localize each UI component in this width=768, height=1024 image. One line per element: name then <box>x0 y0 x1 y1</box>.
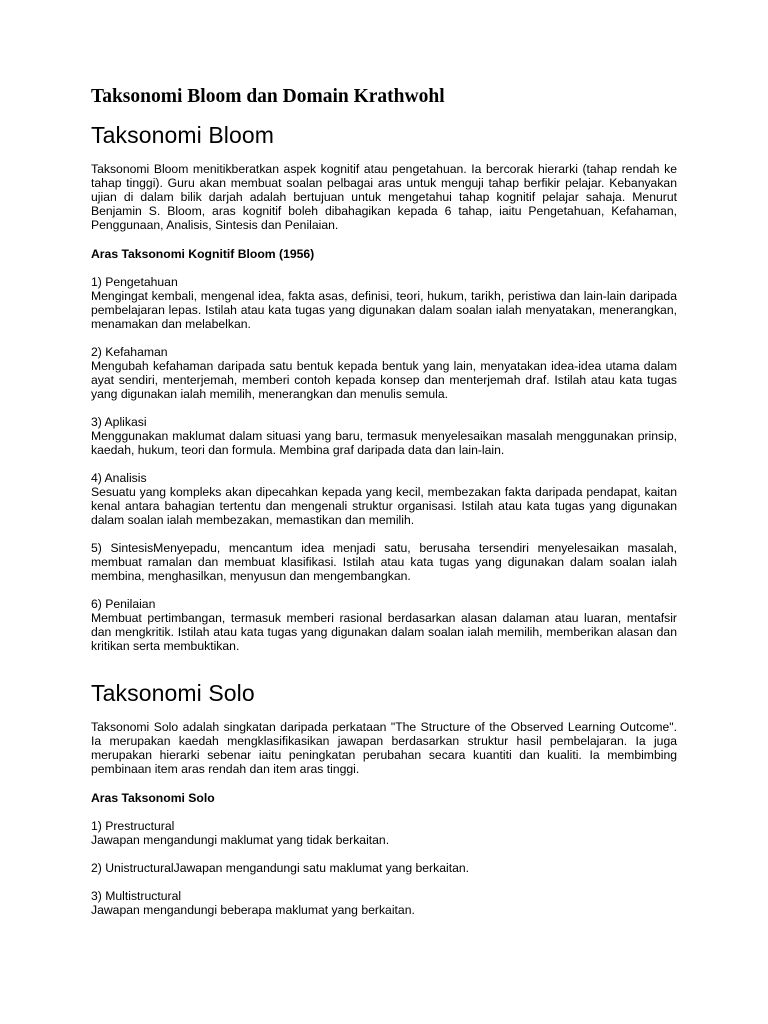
item-body: Membuat pertimbangan, termasuk memberi rasional berdasarkan alasan dalaman atau luaran, mentafsir dan mengkritik. Istilah atau kata tugas yang digunakan dalam soalan ialah memilih, memberikan alasan dan kritikan serta membuktikan. <box>91 611 677 653</box>
bloom-item-kefahaman <box>91 345 677 401</box>
item-body: 2) UnistructuralJawapan mengandungi satu maklumat yang berkaitan. <box>91 861 470 875</box>
document-page <box>91 84 677 931</box>
item-title: 6) Penilaian <box>91 597 156 611</box>
item-title: 2) Kefahaman <box>91 345 168 359</box>
item-body: Sesuatu yang kompleks akan dipecahkan kepada yang kecil, membezakan fakta daripada pendapat, kaitan kenal antara bahagian tertentu dan mengenali struktur organisasi. Istilah atau kata tugas yang digunakan dalam soalan ialah membezakan, memastikan dan memilih. <box>91 485 677 527</box>
item-title: 3) Multistructural <box>91 889 182 903</box>
bloom-item-analisis <box>91 471 677 527</box>
item-title: 3) Aplikasi <box>91 415 147 429</box>
item-body: Mengingat kembali, mengenal idea, fakta asas, definisi, teori, hukum, tarikh, peristiwa dan lain-lain daripada pembelajaran lepas. Istilah atau kata tugas yang digunakan dalam soalan ialah menyatakan, menerangkan, menamakan dan melabelkan. <box>91 289 677 331</box>
bloom-section <box>91 120 677 653</box>
solo-intro: Taksonomi Solo adalah singkatan daripada perkataan "The Structure of the Observed Learning Outcome". Ia merupakan kaedah mengklasifikasikan jawapan berdasarkan struktur hasil pembelajaran. Ia juga merupakan hierarki sebenar iaitu peningkatan perubahan secara kuantiti dan kualiti. Ia membimbing pembinaan item aras rendah dan item aras tinggi. <box>91 720 677 776</box>
item-title: 1) Prestructural <box>91 819 175 833</box>
bloom-intro: Taksonomi Bloom menitikberatkan aspek kognitif atau pengetahuan. Ia bercorak hierarki (tahap rendah ke tahap tinggi). Guru akan membuat soalan pelbagai aras untuk menguji tahap berfikir pelajar. Kebanyakan ujian di dalam bilik darjah adalah bertujuan untuk mengetahui tahap kognitif pelajar sahaja. Menurut Benjamin S. Bloom, aras kognitif boleh dibahagikan kepada 6 tahap, iaitu Pengetahuan, Kefahaman, Penggunaan, Analisis, Sintesis dan Penilaian. <box>91 162 677 232</box>
bloom-item-penilaian <box>91 597 677 653</box>
item-body: Menggunakan maklumat dalam situasi yang baru, termasuk menyelesaikan masalah menggunakan prinsip, kaedah, hukum, teori dan formula. Membina graf daripada data dan lain-lain. <box>91 429 677 457</box>
item-body: 5) SintesisMenyepadu, mencantum idea menjadi satu, berusaha tersendiri menyelesaikan masalah, membuat ramalan dan membuat klasifikasi. Istilah atau kata tugas yang digunakan dalam soalan ialah membina, menghasilkan, menyusun dan mengembangkan. <box>91 541 677 583</box>
bloom-subheading: Aras Taksonomi Kognitif Bloom (1956) <box>91 247 315 261</box>
item-title: 1) Pengetahuan <box>91 275 178 289</box>
solo-heading: Taksonomi Solo <box>91 680 255 706</box>
bloom-item-pengetahuan <box>91 275 677 331</box>
solo-subheading: Aras Taksonomi Solo <box>91 791 215 805</box>
solo-item-prestructural <box>91 819 677 847</box>
bloom-heading: Taksonomi Bloom <box>91 122 275 148</box>
solo-item-unistructural <box>91 861 677 875</box>
item-body: Jawapan mengandungi maklumat yang tidak berkaitan. <box>91 833 390 847</box>
solo-section <box>91 678 677 917</box>
item-title: 4) Analisis <box>91 471 147 485</box>
bloom-item-sintesis <box>91 541 677 583</box>
solo-item-multistructural <box>91 889 677 917</box>
item-body: Mengubah kefahaman daripada satu bentuk kepada bentuk yang lain, menyatakan idea-idea utama dalam ayat sendiri, menterjemah, memberi contoh kepada konsep dan menterjemah draf. Istilah atau kata tugas yang digunakan ialah memilih, menerangkan dan menulis semula. <box>91 359 677 401</box>
document-title: Taksonomi Bloom dan Domain Krathwohl <box>91 86 445 107</box>
bloom-item-aplikasi <box>91 415 677 457</box>
item-body: Jawapan mengandungi beberapa maklumat yang berkaitan. <box>91 903 415 917</box>
